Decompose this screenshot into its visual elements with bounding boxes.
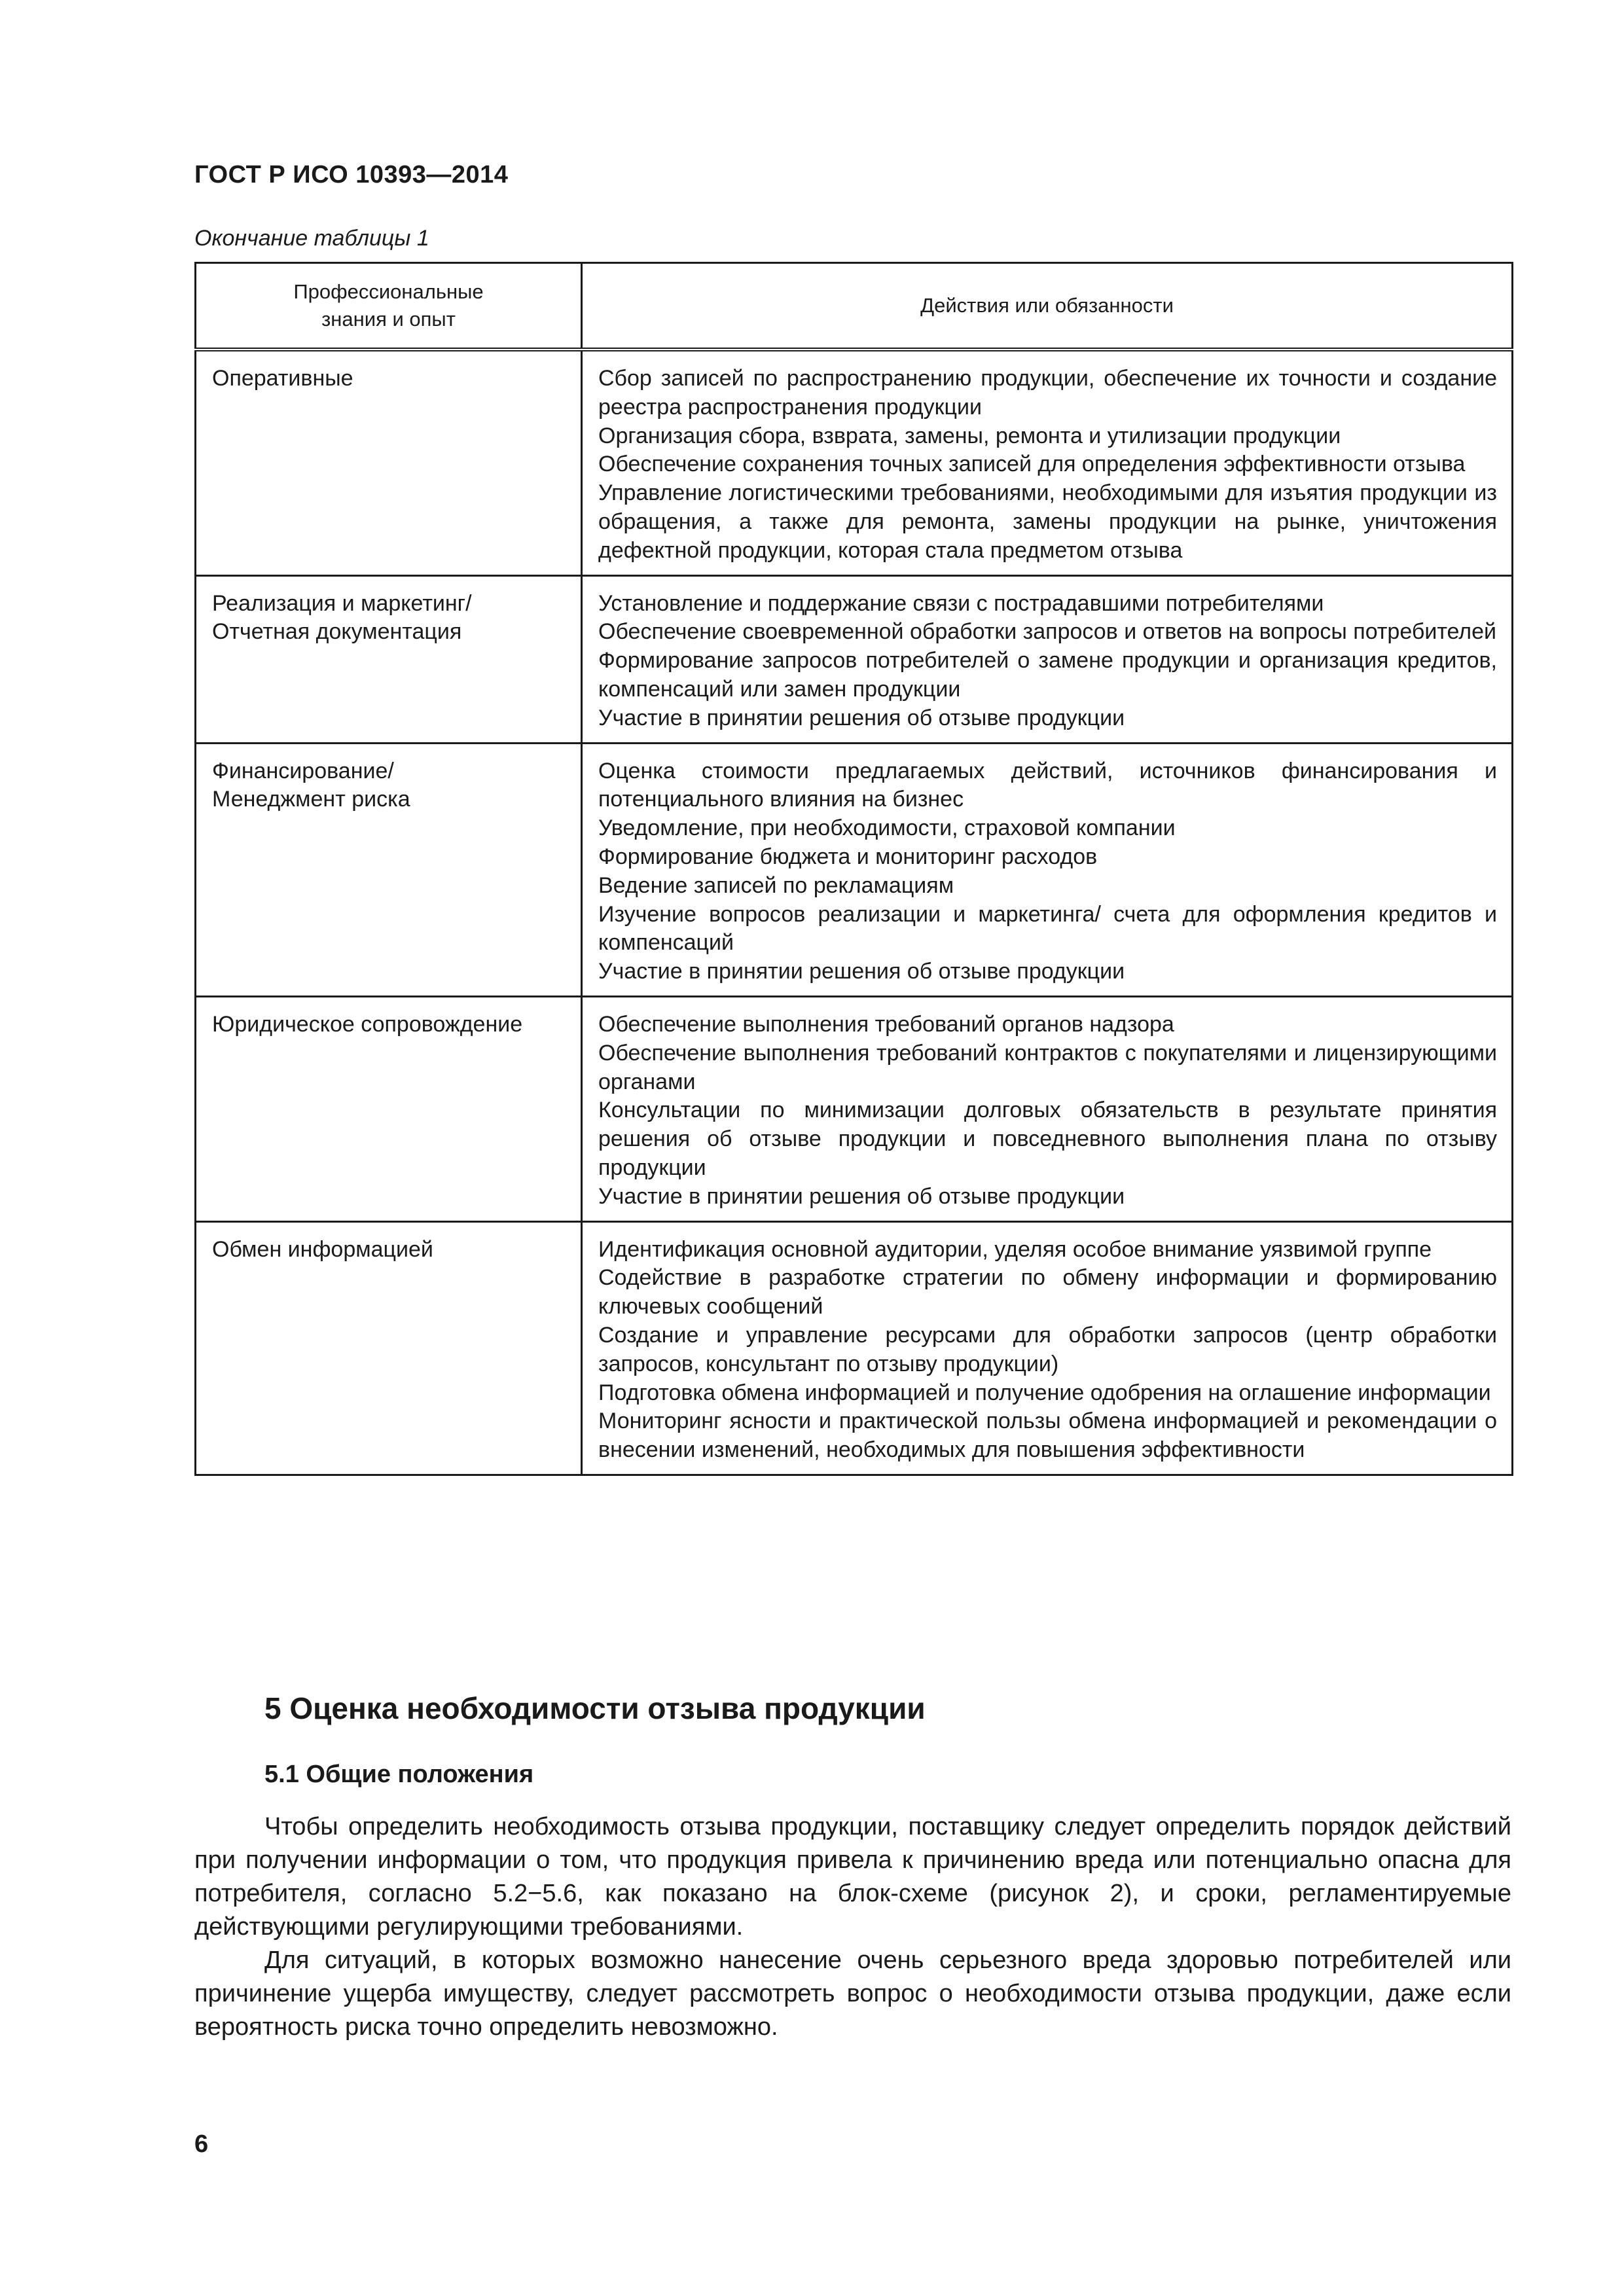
table-row [196,350,1513,575]
action-item: Обеспечение выполнения требований органов надзора [598,1011,1174,1037]
row-actions [582,996,1513,1221]
action-item: Формирование бюджета и мониторинг расходов [598,844,1098,869]
table-row [196,1221,1513,1475]
table-caption: Окончание таблицы 1 [194,226,429,251]
action-item: Создание и управление ресурсами для обработки запросов (центр обработки запросов, консультант по отзыву продукции) [598,1322,1497,1376]
table-row [196,575,1513,743]
action-item: Организация сбора, взврата, замены, ремонта и утилизации продукции [598,423,1341,448]
row-category: Юридическое сопровождение [196,996,582,1221]
section-title: 5 Оценка необходимости отзыва продукции [264,1691,926,1725]
header-knowledge [196,263,582,350]
row-actions [582,1221,1513,1475]
page-number: 6 [194,2130,209,2158]
action-item: Обеспечение своевременной обработки запросов и ответов на вопросы потребителей [598,619,1497,645]
action-item: Ведение записей по рекламациям [598,872,954,898]
row-category: Обмен информацией [196,1221,582,1475]
action-item: Мониторинг ясности и практической пользы обмена информацией и рекомендации о внесении изменений, необходимых для повышения эффективности [598,1408,1497,1463]
action-item: Участие в принятии решения об отзыве продукции [598,959,1125,984]
action-item: Управление логистическими требованиями, необходимыми для изъятия продукции из обращения, а также для ремонта, замены продукции на рынке, уничтожения дефектной продукции, которая стала предметом отзыва [598,480,1497,563]
row-category-text: Реализация и маркетинг/ Отчетная документация [212,590,472,645]
action-item: Участие в принятии решения об отзыве продукции [598,705,1125,730]
action-item: Изучение вопросов реализации и маркетинга/ счета для оформления кредитов и компенсаций [598,901,1497,956]
action-item: Уведомление, при необходимости, страховой компании [598,816,1176,841]
section-body [194,1810,1511,2044]
action-item: Формирование запросов потребителей о замене продукции и организация кредитов, компенсаций или замен продукции [598,648,1497,702]
action-item: Обеспечение выполнения требований контрактов с покупателями и лицензирующими органами [598,1040,1497,1094]
header-actions: Действия или обязанности [582,263,1513,350]
action-item: Оценка стоимости предлагаемых действий, источников финансирования и потенциального влияния на бизнес [598,758,1497,812]
row-category [196,575,582,743]
header-knowledge-text: Профессиональные знания и опыт [293,280,484,331]
body-paragraph: Чтобы определить необходимость отзыва продукции, поставщику следует определить порядок действий при получении информации о том, что продукция привела к причинению вреда или потенциально опасна для потребителя, согласно 5.2−5.6, как показано на блок-схеме (рисунок 2), и сроки, регламентируемые действующими регулирующими требованиями. [194,1813,1511,1941]
action-item: Идентификация основной аудитории, уделяя особое внимание уязвимой группе [598,1236,1432,1262]
row-category: Оперативные [196,350,582,575]
table-row [196,743,1513,996]
action-item: Установление и поддержание связи с пострадавшими потребителями [598,590,1324,616]
row-category-text: Финансирование/ Менеджмент риска [212,758,410,812]
row-actions [582,575,1513,743]
document-header: ГОСТ Р ИСО 10393—2014 [194,161,509,188]
action-item: Подготовка обмена информацией и получение одобрения на оглашение информации [598,1380,1491,1405]
responsibilities-table [194,262,1513,1476]
row-actions [582,743,1513,996]
table-row [196,996,1513,1221]
action-item: Обеспечение сохранения точных записей для определения эффективности отзыва [598,452,1466,477]
action-item: Консультации по минимизации долговых обязательств в результате принятия решения об отзыве продукции и повседневного выполнения плана по отзыву продукции [598,1098,1497,1180]
body-paragraph: Для ситуаций, в которых возможно нанесение очень серьезного вреда здоровью потребителей или причинение ущерба имуществу, следует рассмотреть вопрос о необходимости отзыва продукции, даже если вероятность риска точно определить невозможно. [194,1946,1511,2041]
action-item: Участие в принятии решения об отзыве продукции [598,1183,1125,1209]
action-item: Содействие в разработке стратегии по обмену информации и формированию ключевых сообщений [598,1265,1497,1319]
subsection-title: 5.1 Общие положения [264,1761,534,1788]
row-actions [582,350,1513,575]
table-header-row [196,263,1513,350]
row-category [196,743,582,996]
action-item: Сбор записей по распространению продукции, обеспечение их точности и создание реестра распространения продукции [598,366,1497,420]
